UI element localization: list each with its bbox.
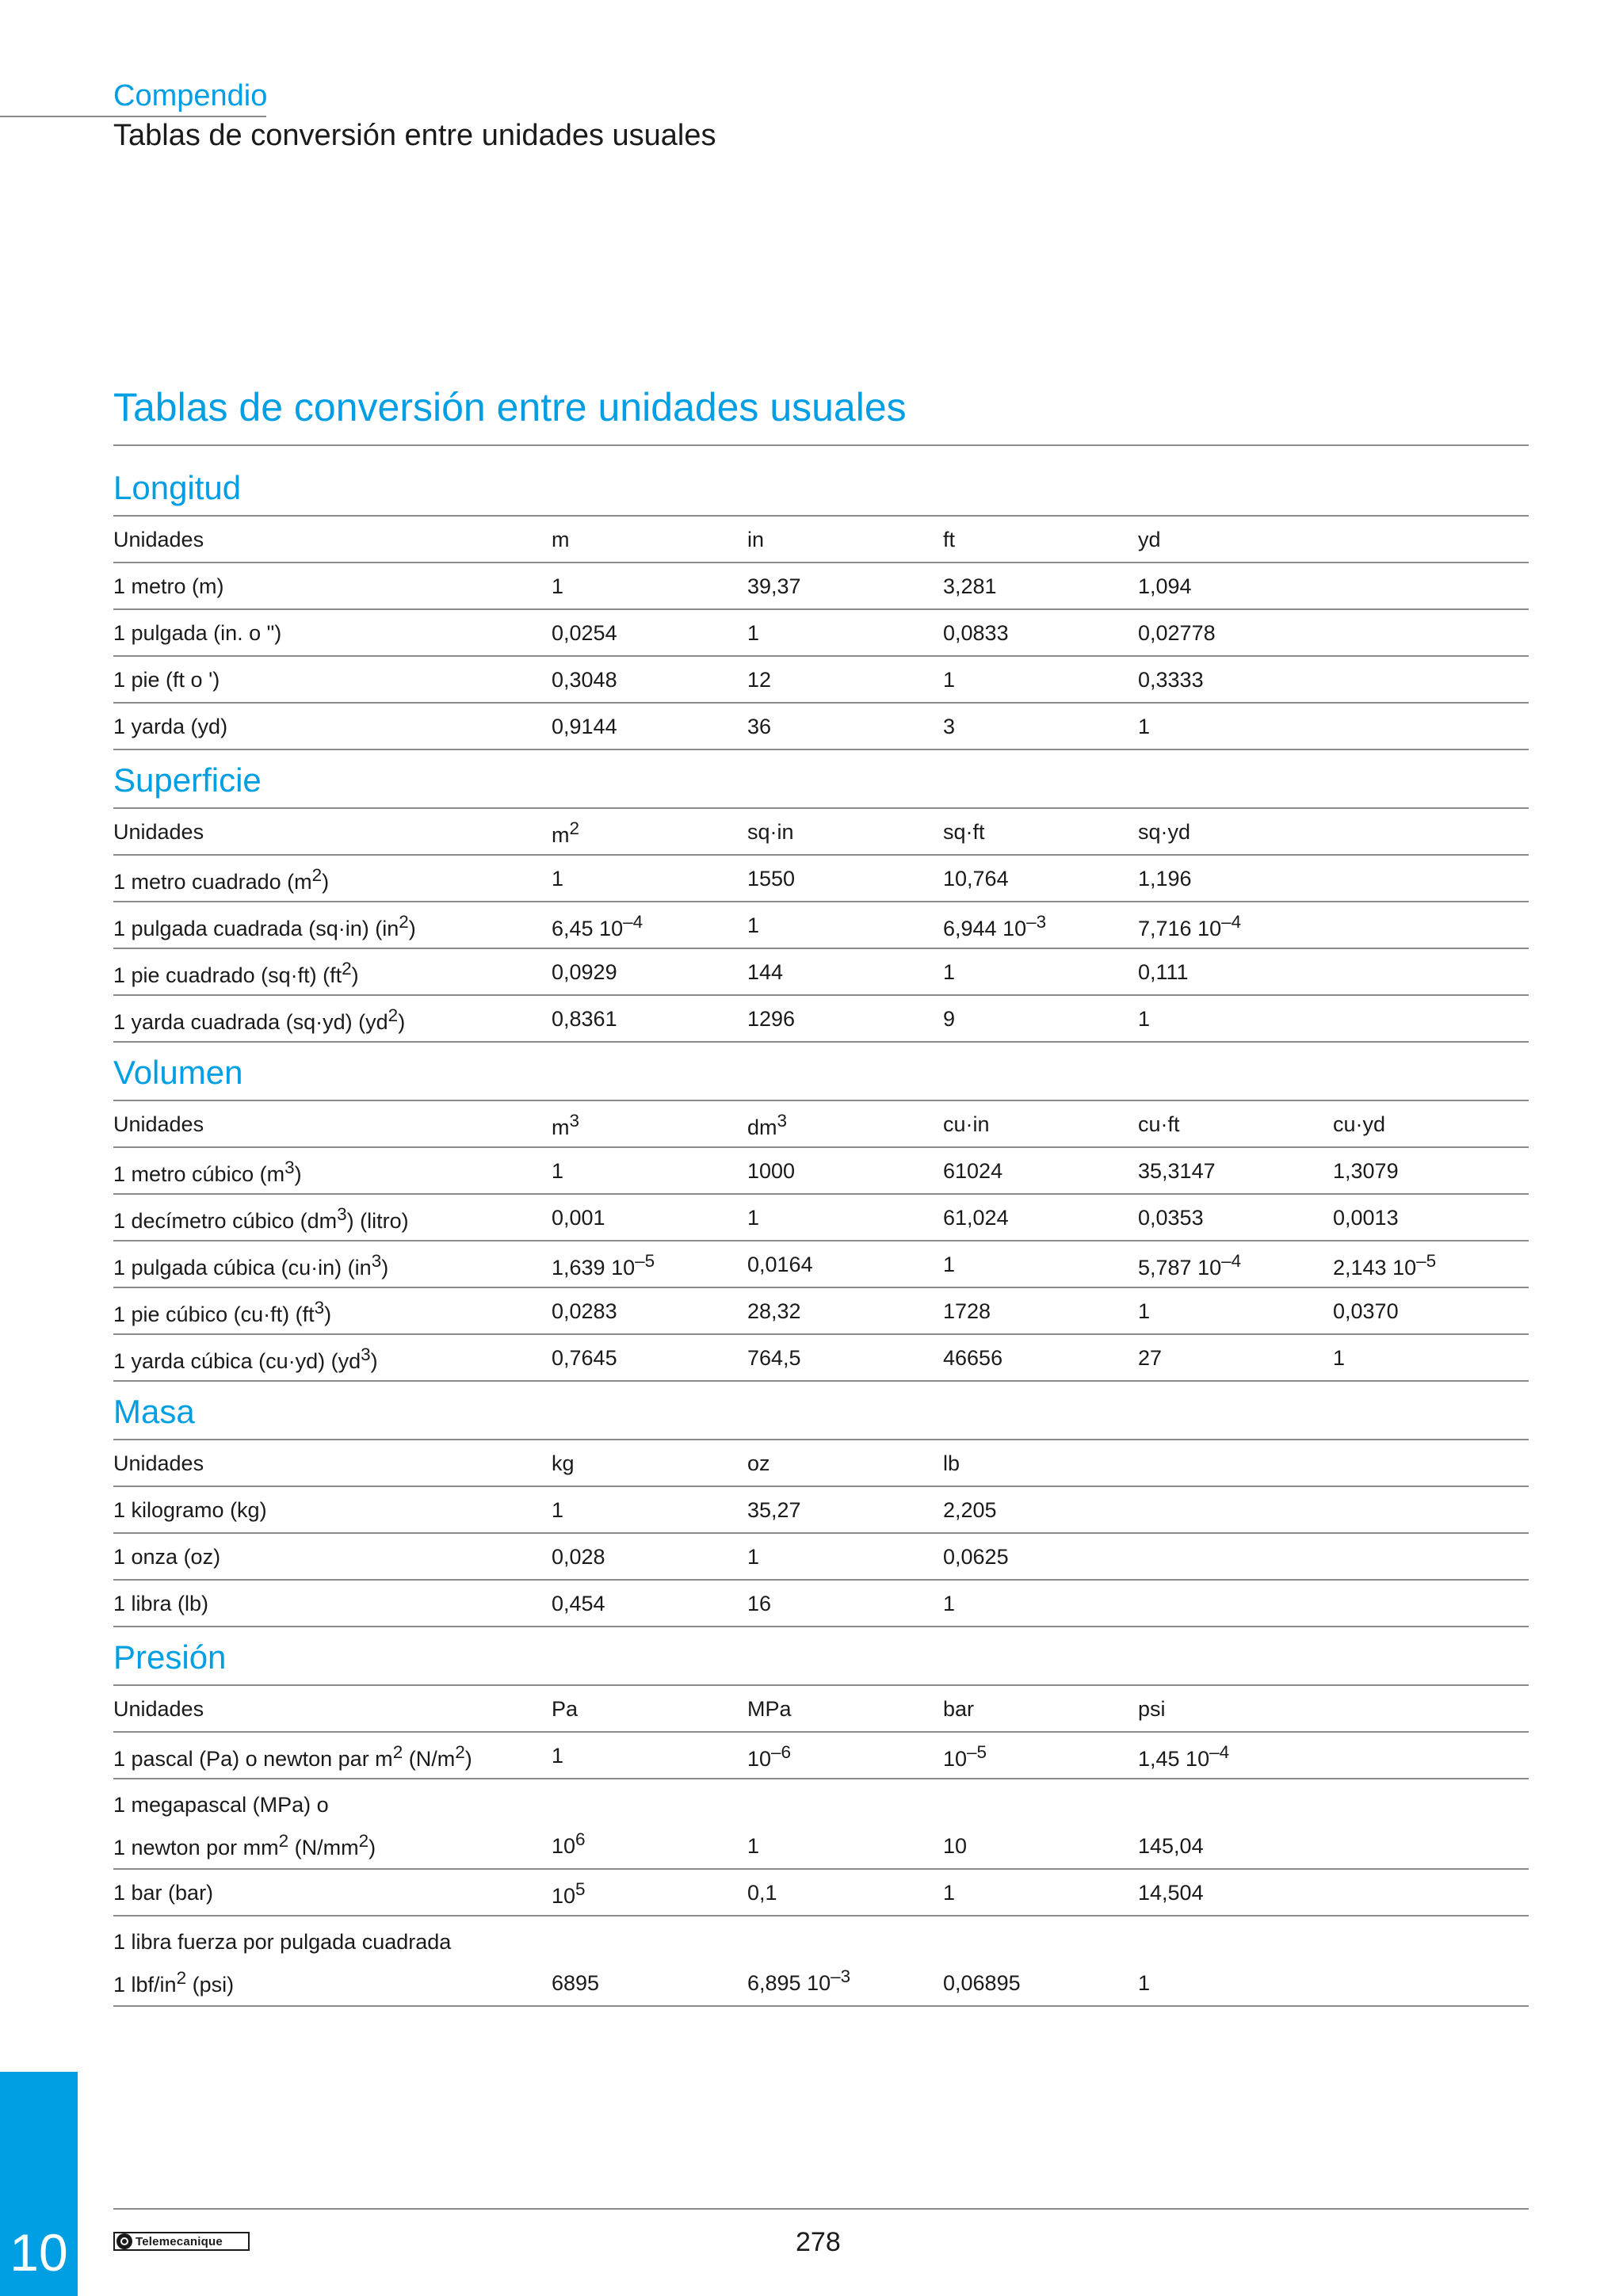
table-cell: 1 — [747, 1544, 760, 1569]
table-row — [113, 656, 1529, 703]
table-cell: 144 — [747, 959, 784, 984]
table-cell: 1 — [747, 1834, 760, 1858]
table-cell: 0,06895 — [943, 1971, 1021, 1995]
section-4 — [113, 1637, 1529, 2007]
table-cell — [1333, 948, 1529, 995]
table-cell: 1 — [943, 1252, 956, 1276]
column-header: Pa — [552, 1696, 579, 1721]
column-header: Unidades — [113, 1451, 204, 1475]
column-header: cu·ft — [1138, 1112, 1180, 1136]
table-cell: 0,0283 — [552, 1299, 617, 1323]
unit-label: 1 pie (ft o ') — [113, 667, 220, 692]
table-cell: 1 — [1138, 1971, 1151, 1995]
unit-label: 1 bar (bar) — [113, 1880, 214, 1905]
table-cell: 1,639 $10^{-5}$ — [552, 1250, 655, 1280]
unit-label: 1 libra fuerza por pulgada cuadrada 1 lbf/$in^2$ (psi) — [113, 1930, 452, 1997]
table-cell: 1000 — [747, 1158, 796, 1183]
table-cell: 0,9144 — [552, 714, 617, 738]
column-header: Unidades — [113, 527, 204, 551]
table-cell: 1 — [1138, 1006, 1151, 1031]
table-cell: 0,028 — [552, 1544, 605, 1569]
table-cell — [1333, 855, 1529, 902]
column-header: MPa — [747, 1696, 792, 1721]
table-cell: 1 — [1138, 714, 1151, 738]
header-subtitle: Tablas de conversión entre unidades usuales — [113, 119, 716, 152]
table-cell — [1333, 1486, 1529, 1533]
table-cell: 0,7645 — [552, 1345, 617, 1370]
conversion-table — [113, 807, 1529, 1043]
table-cell: 3 — [943, 714, 956, 738]
table-cell: $10^{-6}$ — [747, 1741, 792, 1771]
column-header: cu·yd — [1333, 1112, 1386, 1136]
table-cell — [1333, 1732, 1529, 1779]
table-cell: 3,281 — [943, 574, 997, 598]
table-cell: 1550 — [747, 866, 796, 891]
unit-label: 1 pulgada (in. o ") — [113, 620, 282, 645]
table-cell: 0,02778 — [1138, 620, 1216, 645]
table-cell — [1333, 1779, 1529, 1869]
table-row — [113, 1241, 1529, 1287]
column-header: lb — [943, 1451, 960, 1475]
table-cell: 0,0353 — [1138, 1205, 1204, 1230]
table-cell — [1333, 609, 1529, 656]
table-row — [113, 1287, 1529, 1334]
column-header: ft — [943, 527, 956, 551]
conversion-tables — [113, 467, 1529, 2016]
table-cell — [1138, 1486, 1333, 1533]
brand-name: Telemecanique — [136, 2234, 223, 2248]
chapter-tab — [0, 2072, 78, 2296]
table-cell — [1333, 1869, 1529, 1916]
column-header: sq·yd — [1138, 819, 1191, 844]
table-cell: 764,5 — [747, 1345, 801, 1370]
table-cell: 6,45 $10^{-4}$ — [552, 911, 643, 940]
table-cell: 1,45 $10^{-4}$ — [1138, 1741, 1230, 1771]
table-row — [113, 855, 1529, 902]
table-cell: 12 — [747, 667, 772, 692]
table-cell: 0,8361 — [552, 1006, 617, 1031]
column-header: $dm^3$ — [747, 1110, 788, 1139]
column-header: sq·ft — [943, 819, 985, 844]
table-cell: 1 — [747, 913, 760, 937]
title-divider — [113, 444, 1529, 446]
column-header: m — [552, 527, 570, 551]
table-cell: 1 — [943, 959, 956, 984]
table-cell: 5,787 $10^{-4}$ — [1138, 1250, 1242, 1280]
table-cell: 1,196 — [1138, 866, 1192, 891]
unit-label: 1 libra (lb) — [113, 1591, 209, 1615]
table-cell: 1296 — [747, 1006, 796, 1031]
table-cell: 0,3048 — [552, 667, 617, 692]
table-cell: $10^5$ — [552, 1878, 586, 1908]
conversion-table — [113, 1684, 1529, 2007]
table-cell: 39,37 — [747, 574, 801, 598]
table-cell: 0,0370 — [1333, 1299, 1399, 1323]
column-header: sq·in — [747, 819, 794, 844]
table-cell: 0,0254 — [552, 620, 617, 645]
table-cell: 1 — [552, 866, 564, 891]
column-header — [1138, 1440, 1333, 1486]
unit-label: 1 pie cuadrado (sq·ft) $(ft^2)$ — [113, 958, 359, 987]
column-header: Unidades — [113, 819, 204, 844]
unit-label: 1 metro cuadrado $(m^2)$ — [113, 864, 330, 894]
table-cell — [1333, 1580, 1529, 1627]
section-1 — [113, 760, 1529, 1043]
conversion-table — [113, 515, 1529, 750]
table-cell: 1 — [1138, 1299, 1151, 1323]
table-cell: 0,0929 — [552, 959, 617, 984]
table-cell — [1333, 1533, 1529, 1580]
table-cell: 28,32 — [747, 1299, 801, 1323]
table-cell: 1,3079 — [1333, 1158, 1399, 1183]
table-cell: 6,944 $10^{-3}$ — [943, 911, 1047, 940]
table-cell: 0,454 — [552, 1591, 605, 1615]
table-cell: 1 — [552, 1158, 564, 1183]
section-3 — [113, 1391, 1529, 1627]
table-cell — [1333, 902, 1529, 948]
column-header: psi — [1138, 1696, 1166, 1721]
column-header: kg — [552, 1451, 575, 1475]
chapter-number: 10 — [10, 2223, 68, 2282]
column-header: Unidades — [113, 1112, 204, 1136]
page-title: Tablas de conversión entre unidades usuales — [113, 385, 907, 429]
table-cell: 10,764 — [943, 866, 1009, 891]
section-title: Volumen — [113, 1054, 243, 1091]
table-row — [113, 1732, 1529, 1779]
table-row — [113, 563, 1529, 609]
unit-label: 1 yarda cúbica (cu·yd) $(yd^3)$ — [113, 1344, 378, 1373]
column-header: bar — [943, 1696, 975, 1721]
table-cell: 0,111 — [1138, 959, 1189, 984]
table-cell — [1333, 656, 1529, 703]
table-cell: 0,3333 — [1138, 667, 1204, 692]
section-title: Masa — [113, 1393, 195, 1430]
unit-label: 1 yarda cuadrada (sq·yd) $(yd^2)$ — [113, 1005, 406, 1034]
unit-label: 1 pascal (Pa) o newton par $m^2$ $(N/m^2)$ — [113, 1741, 472, 1771]
table-cell — [1138, 1533, 1333, 1580]
section-2 — [113, 1052, 1529, 1382]
table-cell: 6,895 $10^{-3}$ — [747, 1966, 851, 1995]
section-title: Longitud — [113, 469, 242, 506]
unit-label: 1 kilogramo (kg) — [113, 1497, 267, 1522]
table-header-row — [113, 808, 1529, 855]
table-cell: 10 — [943, 1834, 968, 1858]
table-cell: 0,001 — [552, 1205, 605, 1230]
table-row — [113, 609, 1529, 656]
unit-label: 1 pulgada cuadrada (sq·in) $(in^2)$ — [113, 911, 416, 940]
column-header — [1333, 1685, 1529, 1732]
conversion-table — [113, 1439, 1529, 1627]
table-cell: 1 — [1333, 1345, 1346, 1370]
table-cell: 1 — [552, 574, 564, 598]
table-cell: 0,0013 — [1333, 1205, 1399, 1230]
column-header — [1333, 516, 1529, 563]
table-row — [113, 703, 1529, 749]
table-row — [113, 1194, 1529, 1241]
unit-label: 1 pulgada cúbica (cu·in) $(in^3)$ — [113, 1250, 389, 1280]
table-cell: $10^{-5}$ — [943, 1741, 987, 1771]
unit-label: 1 decímetro cúbico $(dm^3)$ (litro) — [113, 1203, 409, 1233]
unit-label: 1 megapascal (MPa) o 1 newton por $mm^2$ $(N/mm^2)$ — [113, 1793, 376, 1859]
header-section-title: Compendio — [113, 79, 268, 113]
column-header — [1333, 808, 1529, 855]
table-cell: 1,094 — [1138, 574, 1192, 598]
table-cell: 1 — [747, 620, 760, 645]
table-cell: 1 — [747, 1205, 760, 1230]
table-cell — [1138, 1580, 1333, 1627]
section-title: Superficie — [113, 761, 262, 799]
table-cell: 14,504 — [1138, 1880, 1204, 1905]
table-cell: 1 — [943, 667, 956, 692]
table-cell: 1 — [552, 1497, 564, 1522]
table-cell: 145,04 — [1138, 1834, 1204, 1858]
table-row — [113, 1580, 1529, 1627]
page-number: 278 — [796, 2227, 841, 2257]
table-row — [113, 902, 1529, 948]
table-row — [113, 1916, 1529, 2006]
unit-label: 1 onza (oz) — [113, 1544, 221, 1569]
table-cell: 2,205 — [943, 1497, 997, 1522]
table-row — [113, 1486, 1529, 1533]
table-header-row — [113, 1440, 1529, 1486]
table-cell: 1 — [943, 1880, 956, 1905]
table-cell: 0,0164 — [747, 1252, 813, 1276]
table-row — [113, 1147, 1529, 1194]
table-row — [113, 948, 1529, 995]
column-header: cu·in — [943, 1112, 990, 1136]
column-header: in — [747, 527, 765, 551]
table-cell: 1 — [552, 1743, 564, 1768]
table-cell: 9 — [943, 1006, 956, 1031]
table-cell: 2,143 $10^{-5}$ — [1333, 1250, 1437, 1280]
table-cell: 36 — [747, 714, 772, 738]
unit-label: 1 metro cúbico $(m^3)$ — [113, 1157, 302, 1186]
column-header: yd — [1138, 527, 1161, 551]
table-cell: 0,0833 — [943, 620, 1009, 645]
table-row — [113, 1334, 1529, 1381]
table-cell: 61024 — [943, 1158, 1003, 1183]
table-cell — [1333, 995, 1529, 1042]
footer-divider — [113, 2208, 1529, 2210]
table-cell: $10^6$ — [552, 1829, 586, 1858]
table-cell: 27 — [1138, 1345, 1163, 1370]
unit-label: 1 pie cúbico (cu·ft) $(ft^3)$ — [113, 1297, 332, 1326]
table-cell: 6895 — [552, 1971, 600, 1995]
column-header: oz — [747, 1451, 770, 1475]
unit-label: 1 metro (m) — [113, 574, 224, 598]
column-header: $m^3$ — [552, 1110, 580, 1139]
table-cell — [1333, 1916, 1529, 2006]
table-cell: 16 — [747, 1591, 772, 1615]
table-row — [113, 1779, 1529, 1869]
table-header-row — [113, 1100, 1529, 1147]
column-header: $m^2$ — [552, 818, 580, 847]
table-row — [113, 995, 1529, 1042]
table-cell — [1333, 703, 1529, 749]
table-cell: 35,27 — [747, 1497, 801, 1522]
section-0 — [113, 467, 1529, 750]
unit-label: 1 yarda (yd) — [113, 714, 228, 738]
table-cell: 35,3147 — [1138, 1158, 1216, 1183]
table-cell: 61,024 — [943, 1205, 1009, 1230]
table-cell: 1 — [943, 1591, 956, 1615]
column-header — [1333, 1440, 1529, 1486]
table-header-row — [113, 516, 1529, 563]
table-cell: 7,716 $10^{-4}$ — [1138, 911, 1242, 940]
table-row — [113, 1533, 1529, 1580]
table-row — [113, 1869, 1529, 1916]
table-cell: 0,1 — [747, 1880, 777, 1905]
column-header: Unidades — [113, 1696, 204, 1721]
table-header-row — [113, 1685, 1529, 1732]
table-cell: 46656 — [943, 1345, 1003, 1370]
table-cell — [1333, 563, 1529, 609]
conversion-table — [113, 1100, 1529, 1382]
section-title: Presión — [113, 1638, 227, 1676]
table-cell: 1728 — [943, 1299, 991, 1323]
brand-logo — [113, 2232, 250, 2251]
table-cell: 0,0625 — [943, 1544, 1009, 1569]
brand-mark-icon — [116, 2233, 132, 2249]
